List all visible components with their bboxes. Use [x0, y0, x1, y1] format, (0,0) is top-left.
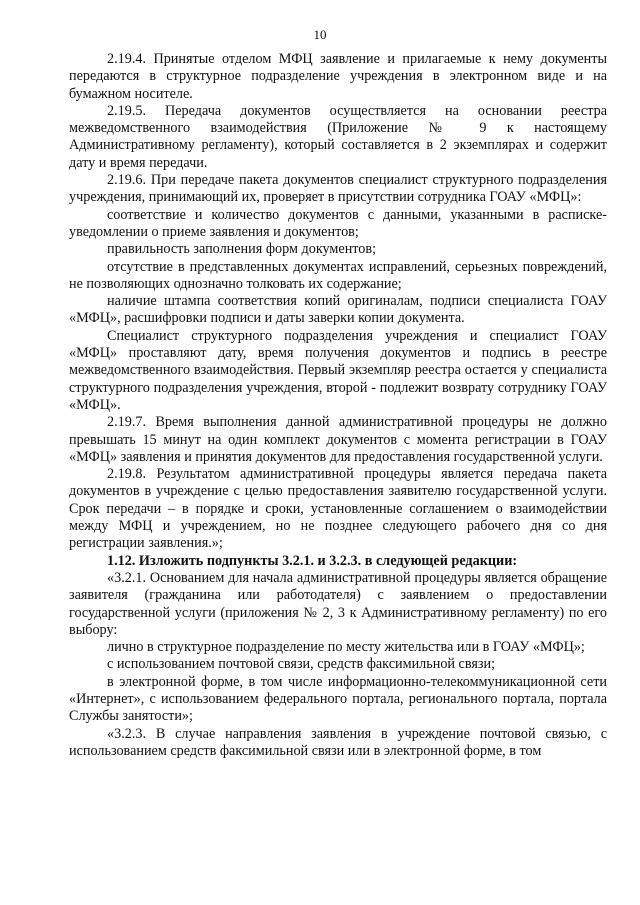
list-item-forms-correct: правильность заполнения форм документов; — [107, 241, 377, 258]
paragraph-2-19-8: 2.19.8. Результатом административной процедуры является передача пакета документов в учреждение с целью предоставления заявителю государственной услуги. Срок передачи – в порядке и сроки, установленные соглашением о взаимодействии между МФЦ и учреждением, но не позднее следующего рабочего дня со дня регистрации заявления.»; — [69, 466, 607, 552]
list-item-in-person: лично в структурное подразделение по месту жительства или в ГОАУ «МФЦ»; — [107, 639, 585, 656]
list-item-electronic: в электронной форме, в том числе информационно-телекоммуникационной сети «Интернет», с использованием федерального портала, регионального портала, портала Службы занятости»; — [69, 673, 607, 725]
paragraph-2-19-6: 2.19.6. При передаче пакета документов специалист структурного подразделения учреждения, принимающий их, проверяет в присутствии сотрудника ГОАУ «МФЦ»: — [69, 172, 607, 206]
paragraph-3-2-1: «3.2.1. Основанием для начала административной процедуры является обращение заявителя (гражданина или работодателя) с заявлением о предоставлении государственной услуги (приложения № 2, 3 к Административному регламенту) по его выбору: — [69, 569, 607, 638]
list-item-documents-match: соответствие и количество документов с данными, указанными в расписке-уведомлении о приеме заявления и документов; — [69, 206, 607, 240]
paragraph-2-19-5: 2.19.5. Передача документов осуществляется на основании реестра межведомственного взаимодействия (Приложение № 9 к настоящему Административному регламенту), который составляется в 2 экземплярах и содержит дату и время передачи. — [69, 102, 607, 171]
paragraph-2-19-7: 2.19.7. Время выполнения данной административной процедуры не должно превышать 15 минут на один комплект документов с момента регистрации в ГОАУ «МФЦ» заявления и принятия документов для предоставления государственной услуги. — [69, 414, 607, 465]
list-item-stamp: наличие штампа соответствия копий оригиналам, подписи специалиста ГОАУ «МФЦ», расшифровки подписи и даты заверки копии документа. — [69, 293, 607, 327]
list-item-postal: с использованием почтовой связи, средств факсимильной связи; — [107, 656, 496, 673]
section-heading-1-12: 1.12. Изложить подпункты 3.2.1. и 3.2.3. в следующей редакции: — [107, 552, 518, 569]
list-item-no-corrections: отсутствие в представленных документах исправлений, серьезных повреждений, не позволяющих однозначно толковать их содержание; — [69, 258, 607, 292]
document-body — [69, 51, 607, 760]
paragraph-3-2-3: «3.2.3. В случае направления заявления в учреждение почтовой связью, с использованием средств факсимильной связи или в электронной форме, в том — [69, 725, 607, 759]
paragraph-registry: Специалист структурного подразделения учреждения и специалист ГОАУ «МФЦ» проставляют дату, время получения документов и подпись в реестре межведомственного взаимодействия. Первый экземпляр реестра остается у специалиста структурного подразделения учреждения, второй - подлежит возврату сотруднику ГОАУ «МФЦ». — [69, 327, 607, 413]
paragraph-2-19-4: 2.19.4. Принятые отделом МФЦ заявление и прилагаемые к нему документы передаются в структурное подразделение учреждения в электронном виде и на бумажном носителе. — [69, 51, 607, 102]
page-number: 10 — [313, 27, 327, 42]
